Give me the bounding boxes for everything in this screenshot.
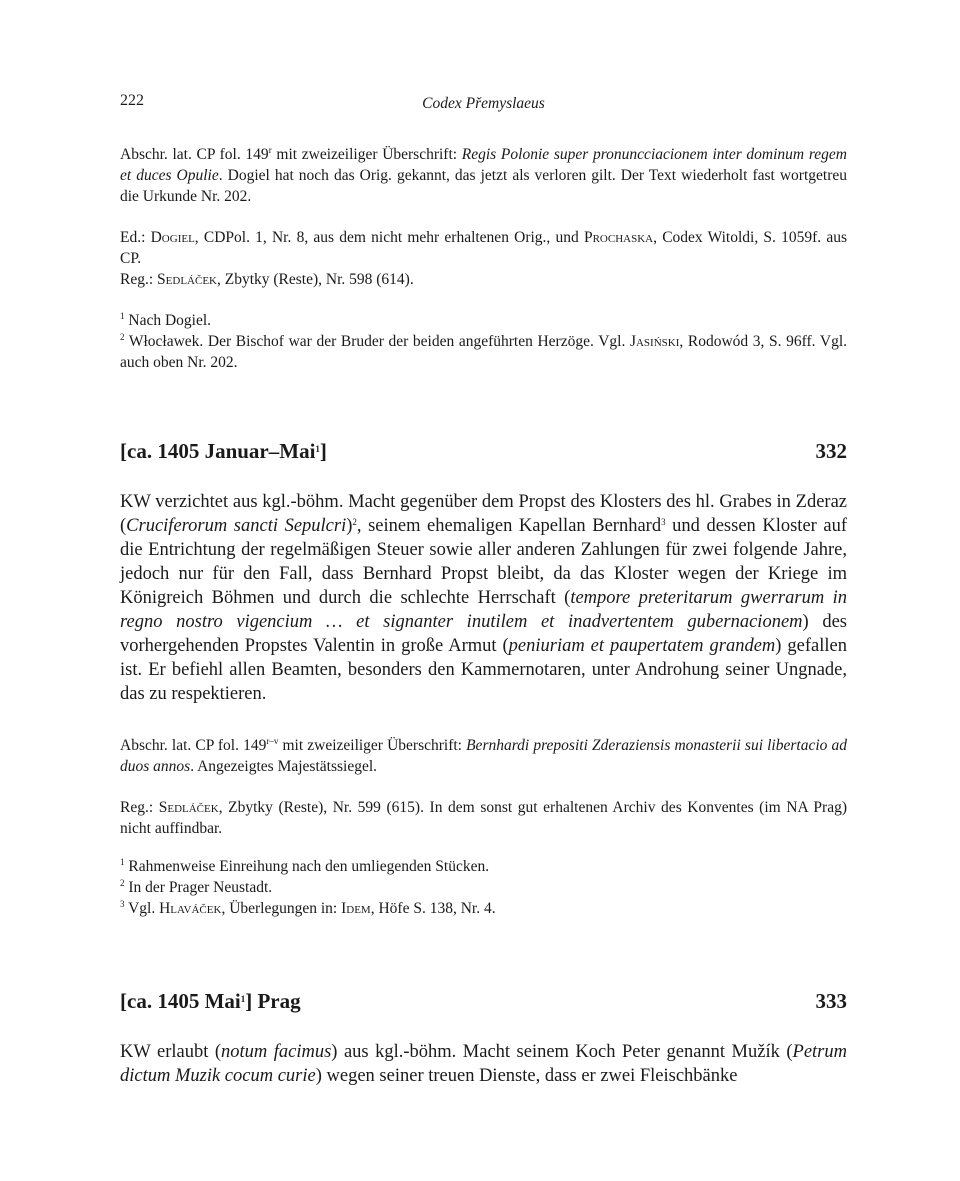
footnote-text: In der Prager Neustadt. bbox=[124, 879, 273, 896]
footnote-mark: 1 bbox=[120, 857, 125, 867]
regest-latin: Cruciferorum sancti Sepulcri bbox=[126, 516, 347, 536]
regest-332 bbox=[120, 490, 847, 706]
running-title: Codex Přemyslaeus bbox=[422, 95, 545, 112]
footnote-text: , Höfe S. 138, Nr. 4. bbox=[370, 900, 496, 917]
regest-text: , seinem ehemaligen Kapellan Bernhard bbox=[356, 516, 662, 536]
regest-label: Reg.: bbox=[120, 271, 158, 288]
date-text: [ca. 1405 Januar–Mai bbox=[120, 439, 316, 463]
regest-ref-text: , Zbytky (Reste), Nr. 599 (615). In dem sonst gut erhaltenen Archiv des Konventes (im NA Prag) nicht auffindbar. bbox=[120, 799, 847, 837]
prev-abschrift-text: mit zweizeiliger Überschrift: bbox=[271, 146, 462, 163]
regest-latin: notum facimus bbox=[221, 1042, 332, 1062]
abschrift-latin: Bernhardi prepositi Zderaziensis monasterii sui libertacio ad duos annos bbox=[120, 737, 847, 775]
footnote-mark: 3 bbox=[661, 517, 666, 527]
footnote-mark: 2 bbox=[120, 878, 125, 888]
page-number: 222 bbox=[120, 92, 144, 109]
document-date bbox=[120, 989, 301, 1014]
footnote-text: Vgl. bbox=[124, 900, 160, 917]
running-head bbox=[120, 92, 847, 116]
regest-text: KW verzichtet aus kgl.-böhm. Macht gegenüber dem Propst des Klosters des hl. Grabes in Zderaz ( bbox=[120, 492, 847, 536]
regest-latin: Petrum dictum Muzik cocum curie bbox=[120, 1042, 847, 1086]
footnote-text: Włocławek. Der Bischof war der Bruder der beiden angeführten Herzöge. Vgl. bbox=[124, 333, 630, 350]
footnote bbox=[120, 898, 847, 919]
footnote bbox=[120, 310, 847, 331]
regest-333 bbox=[120, 1040, 847, 1088]
date-text: ] Prag bbox=[245, 989, 301, 1013]
footnote-mark: 2 bbox=[120, 332, 125, 342]
author-name: Idem bbox=[341, 900, 371, 917]
regest-text: ) wegen seiner treuen Dienste, dass er zwei Fleischbänke bbox=[315, 1066, 738, 1086]
author-name: Prochaska bbox=[583, 229, 654, 246]
prev-abschrift bbox=[120, 144, 847, 207]
document-date bbox=[120, 439, 327, 464]
folio-superscript: r bbox=[268, 145, 272, 155]
edition-label: Ed.: bbox=[120, 229, 151, 246]
author-name: Jasiński bbox=[629, 333, 680, 350]
footnote bbox=[120, 331, 847, 373]
folio-superscript: r–v bbox=[266, 736, 279, 746]
regest-ref-text: , Zbytky (Reste), Nr. 598 (614). bbox=[216, 271, 414, 288]
author-name: Hlaváček bbox=[159, 900, 222, 917]
footnote-text: Nach Dogiel. bbox=[124, 312, 212, 329]
edition-text: , CDPol. 1, Nr. 8, aus dem nicht mehr erhaltenen Orig., und bbox=[194, 229, 584, 246]
prev-abschrift-text: Abschr. lat. CP fol. 149 bbox=[120, 146, 269, 163]
document-header-332 bbox=[120, 439, 847, 469]
document-header-333 bbox=[120, 989, 847, 1019]
regest-text: ) des vorhergehenden Propstes Valentin in große Armut ( bbox=[120, 612, 847, 656]
regest-text: KW erlaubt ( bbox=[120, 1042, 221, 1062]
footnote-mark: 3 bbox=[120, 899, 125, 909]
abschrift-332 bbox=[120, 735, 847, 777]
footnote-mark: 1 bbox=[315, 444, 320, 454]
regest-ref-332 bbox=[120, 797, 847, 839]
footnote bbox=[120, 877, 847, 898]
footnote-mark: 1 bbox=[240, 994, 246, 1004]
footnote-mark: 1 bbox=[120, 311, 125, 321]
author-name: Sedláček bbox=[158, 799, 219, 816]
regest-label: Reg.: bbox=[120, 799, 159, 816]
footnotes-332 bbox=[120, 856, 847, 919]
regest-text: ) bbox=[346, 516, 353, 536]
regest-text: ) gefallen ist. Er befiehl allen Beamten, besonders den Kammernotaren, unter Androhung seiner Ungnade, das zu respektieren. bbox=[120, 636, 847, 704]
date-text: ] bbox=[319, 439, 327, 463]
footnote bbox=[120, 856, 847, 877]
prev-abschrift-latin: Regis Polonie super pronuncciacionem inter dominum regem et duces Opulie bbox=[120, 146, 847, 184]
abschrift-text: Abschr. lat. CP fol. 149 bbox=[120, 737, 267, 754]
abschrift-text: mit zweizeiliger Überschrift: bbox=[278, 737, 467, 754]
footnote-text: Rahmenweise Einreihung nach den umliegenden Stücken. bbox=[124, 858, 490, 875]
regest-text: und dessen Kloster auf die Entrichtung der regelmäßigen Steuer sowie aller anderen Zahlungen für zwei folgende Jahre, jedoch nur für den Fall, dass Bernhard Propst bleibt, da das Kloster wegen der Kriege im Königreich Böhmen und durch die schlechte Herrschaft ( bbox=[120, 516, 848, 608]
regest-text: ) aus kgl.-böhm. Macht seinem Koch Peter genannt Mužík ( bbox=[331, 1042, 793, 1062]
regest-latin: peniuriam et paupertatem grandem bbox=[508, 636, 776, 656]
prev-footnotes bbox=[120, 310, 847, 373]
date-text: [ca. 1405 Mai bbox=[120, 989, 241, 1013]
prev-edition bbox=[120, 227, 847, 290]
document-number: 333 bbox=[815, 989, 847, 1013]
author-name: Dogiel bbox=[150, 229, 195, 246]
abschrift-text: . Angezeigtes Majestätssiegel. bbox=[190, 758, 378, 775]
footnote-text: , Rodowód 3, S. 96ff. Vgl. auch oben Nr. 202. bbox=[120, 333, 847, 371]
author-name: Sedláček bbox=[157, 271, 217, 288]
regest-latin: tempore preteritarum gwerrarum in regno nostro vigencium … et signanter inutilem et inadvertentem gubernacionem bbox=[120, 588, 847, 632]
edition-text: , Codex Witoldi, S. 1059f. aus CP. bbox=[120, 229, 847, 267]
prev-abschrift-text: . Dogiel hat noch das Orig. gekannt, das jetzt als verloren gilt. Der Text wiederholt fast wortgetreu die Urkunde Nr. 202. bbox=[120, 167, 847, 205]
document-number: 332 bbox=[815, 439, 847, 463]
footnote-mark: 2 bbox=[352, 517, 357, 527]
footnote-text: , Überlegungen in: bbox=[221, 900, 342, 917]
